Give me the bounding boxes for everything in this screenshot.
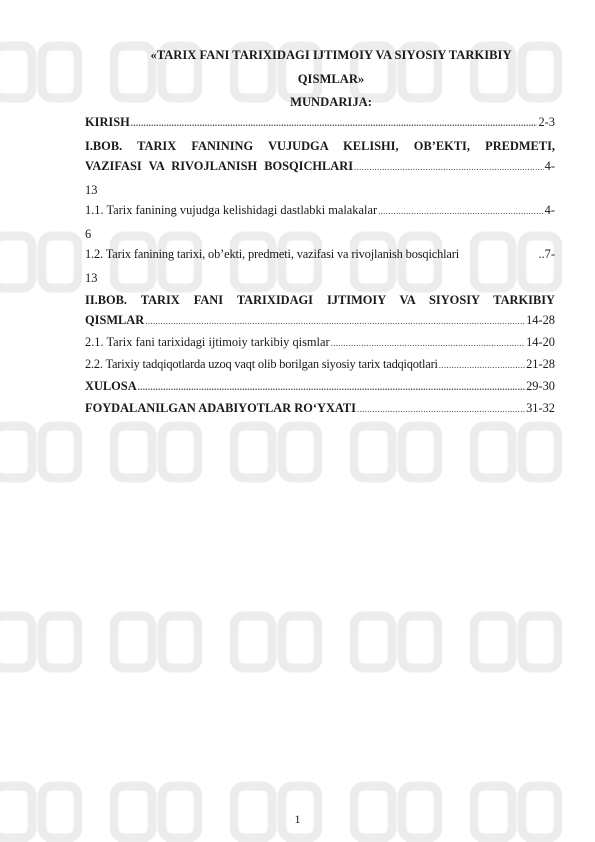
- toc-entry-label: XULOSA: [85, 379, 137, 393]
- toc-entry-label: 1.1. Tarix fanining vujudga kelishidagi dastlabki malakalar: [85, 203, 378, 217]
- toc-entry-label: 1.2. Tarix fanining tarixi, ob’ekti, predmeti, vazifasi va rivojlanish bosqichlari: [85, 247, 460, 261]
- toc-leader-dots: [145, 312, 525, 330]
- watermark-mark: [470, 420, 562, 484]
- watermark-mark: [110, 780, 202, 842]
- watermark-mark: [350, 780, 442, 842]
- toc-entry-pages: 29-30: [526, 379, 555, 393]
- title-line-2: QISMLAR»: [297, 71, 365, 86]
- toc-entry-1-2-pages-end: 13: [85, 271, 98, 285]
- watermark-mark: [110, 420, 202, 484]
- toc-entry-pages: 21-28: [526, 357, 555, 371]
- toc-leader-dots: [138, 378, 525, 396]
- toc-entry-pages: ..7-: [538, 247, 555, 261]
- document-page: [85, 44, 555, 421]
- toc-entry-1-2: [85, 245, 555, 267]
- watermark-mark: [230, 610, 322, 674]
- toc-chapter-2-line-2: [85, 311, 555, 333]
- toc-entry-1-1: [85, 201, 555, 223]
- document-title: [107, 44, 555, 91]
- toc-entry-kirish: [85, 113, 555, 135]
- toc-entry-pages: 2-3: [538, 115, 555, 129]
- page-number: 1: [294, 812, 301, 826]
- toc-chapter-2-line-1: II.BOB. TARIX FANI TARIXIDAGI IJTIMOIY VA SIYOSIY TARKIBIY: [85, 293, 555, 307]
- watermark-mark: [110, 610, 202, 674]
- toc-entry-pages: 31-32: [526, 401, 555, 415]
- watermark-mark: [0, 230, 82, 294]
- toc-entry-label: 2.1. Tarix fani tarixidagi ijtimoiy tarkibiy qismlar: [85, 335, 330, 349]
- watermark-mark: [350, 610, 442, 674]
- toc-leader-dots: [354, 158, 544, 176]
- toc-chapter-1-line-2: [85, 157, 555, 179]
- watermark-mark: [0, 780, 82, 842]
- toc-entry-xulosa: [85, 377, 555, 399]
- watermark-mark: [470, 610, 562, 674]
- watermark-mark: [230, 420, 322, 484]
- toc-chapter-1-pages-end: 13: [85, 183, 98, 197]
- toc-leader-dots: [378, 202, 544, 220]
- toc-entry-label: KIRISH: [85, 115, 130, 129]
- toc-entry-pages: 14-20: [526, 335, 555, 349]
- toc-entry-adabiyot: [85, 399, 555, 421]
- toc-leader-dots: [331, 334, 525, 352]
- toc-entry-pages: 4-: [544, 203, 555, 217]
- watermark-mark: [470, 780, 562, 842]
- watermark-mark: [0, 610, 82, 674]
- title-line-1: «TARIX FANI TARIXIDAGI IJTIMOIY VA SIYOSIY TARKIBIY: [150, 48, 512, 62]
- toc-entry-label: VAZIFASI VA RIVOJLANISH BOSQICHLARI: [85, 159, 354, 173]
- toc-leader-dots: [357, 400, 525, 418]
- toc-heading: MUNDARIJA:: [290, 95, 372, 109]
- toc-entry-2-1: [85, 333, 555, 355]
- toc-entry-label: 2.2. Tarixiy tadqiqotlarda uzoq vaqt olib borilgan siyosiy tarix tadqiqotlari: [85, 357, 438, 371]
- toc-leader-dots: [439, 356, 525, 374]
- watermark-mark: [0, 40, 82, 104]
- toc-entry-pages: 4-: [544, 159, 555, 173]
- toc-entry-label: FOYDALANILGAN ADABIYOTLAR RO‘YXATI: [85, 401, 357, 415]
- toc-entry-pages: 14-28: [526, 313, 555, 327]
- watermark-mark: [230, 780, 322, 842]
- toc-leader-dots: [131, 114, 538, 132]
- watermark-mark: [0, 420, 82, 484]
- toc-entry-label: QISMLAR: [85, 313, 145, 327]
- toc-entry-1-1-pages-end: 6: [85, 227, 92, 241]
- toc-entry-2-2: [85, 355, 555, 377]
- toc-chapter-1-line-1: I.BOB. TARIX FANINING VUJUDGA KELISHI, OB’EKTI, PREDMETI,: [85, 139, 555, 153]
- watermark-mark: [350, 420, 442, 484]
